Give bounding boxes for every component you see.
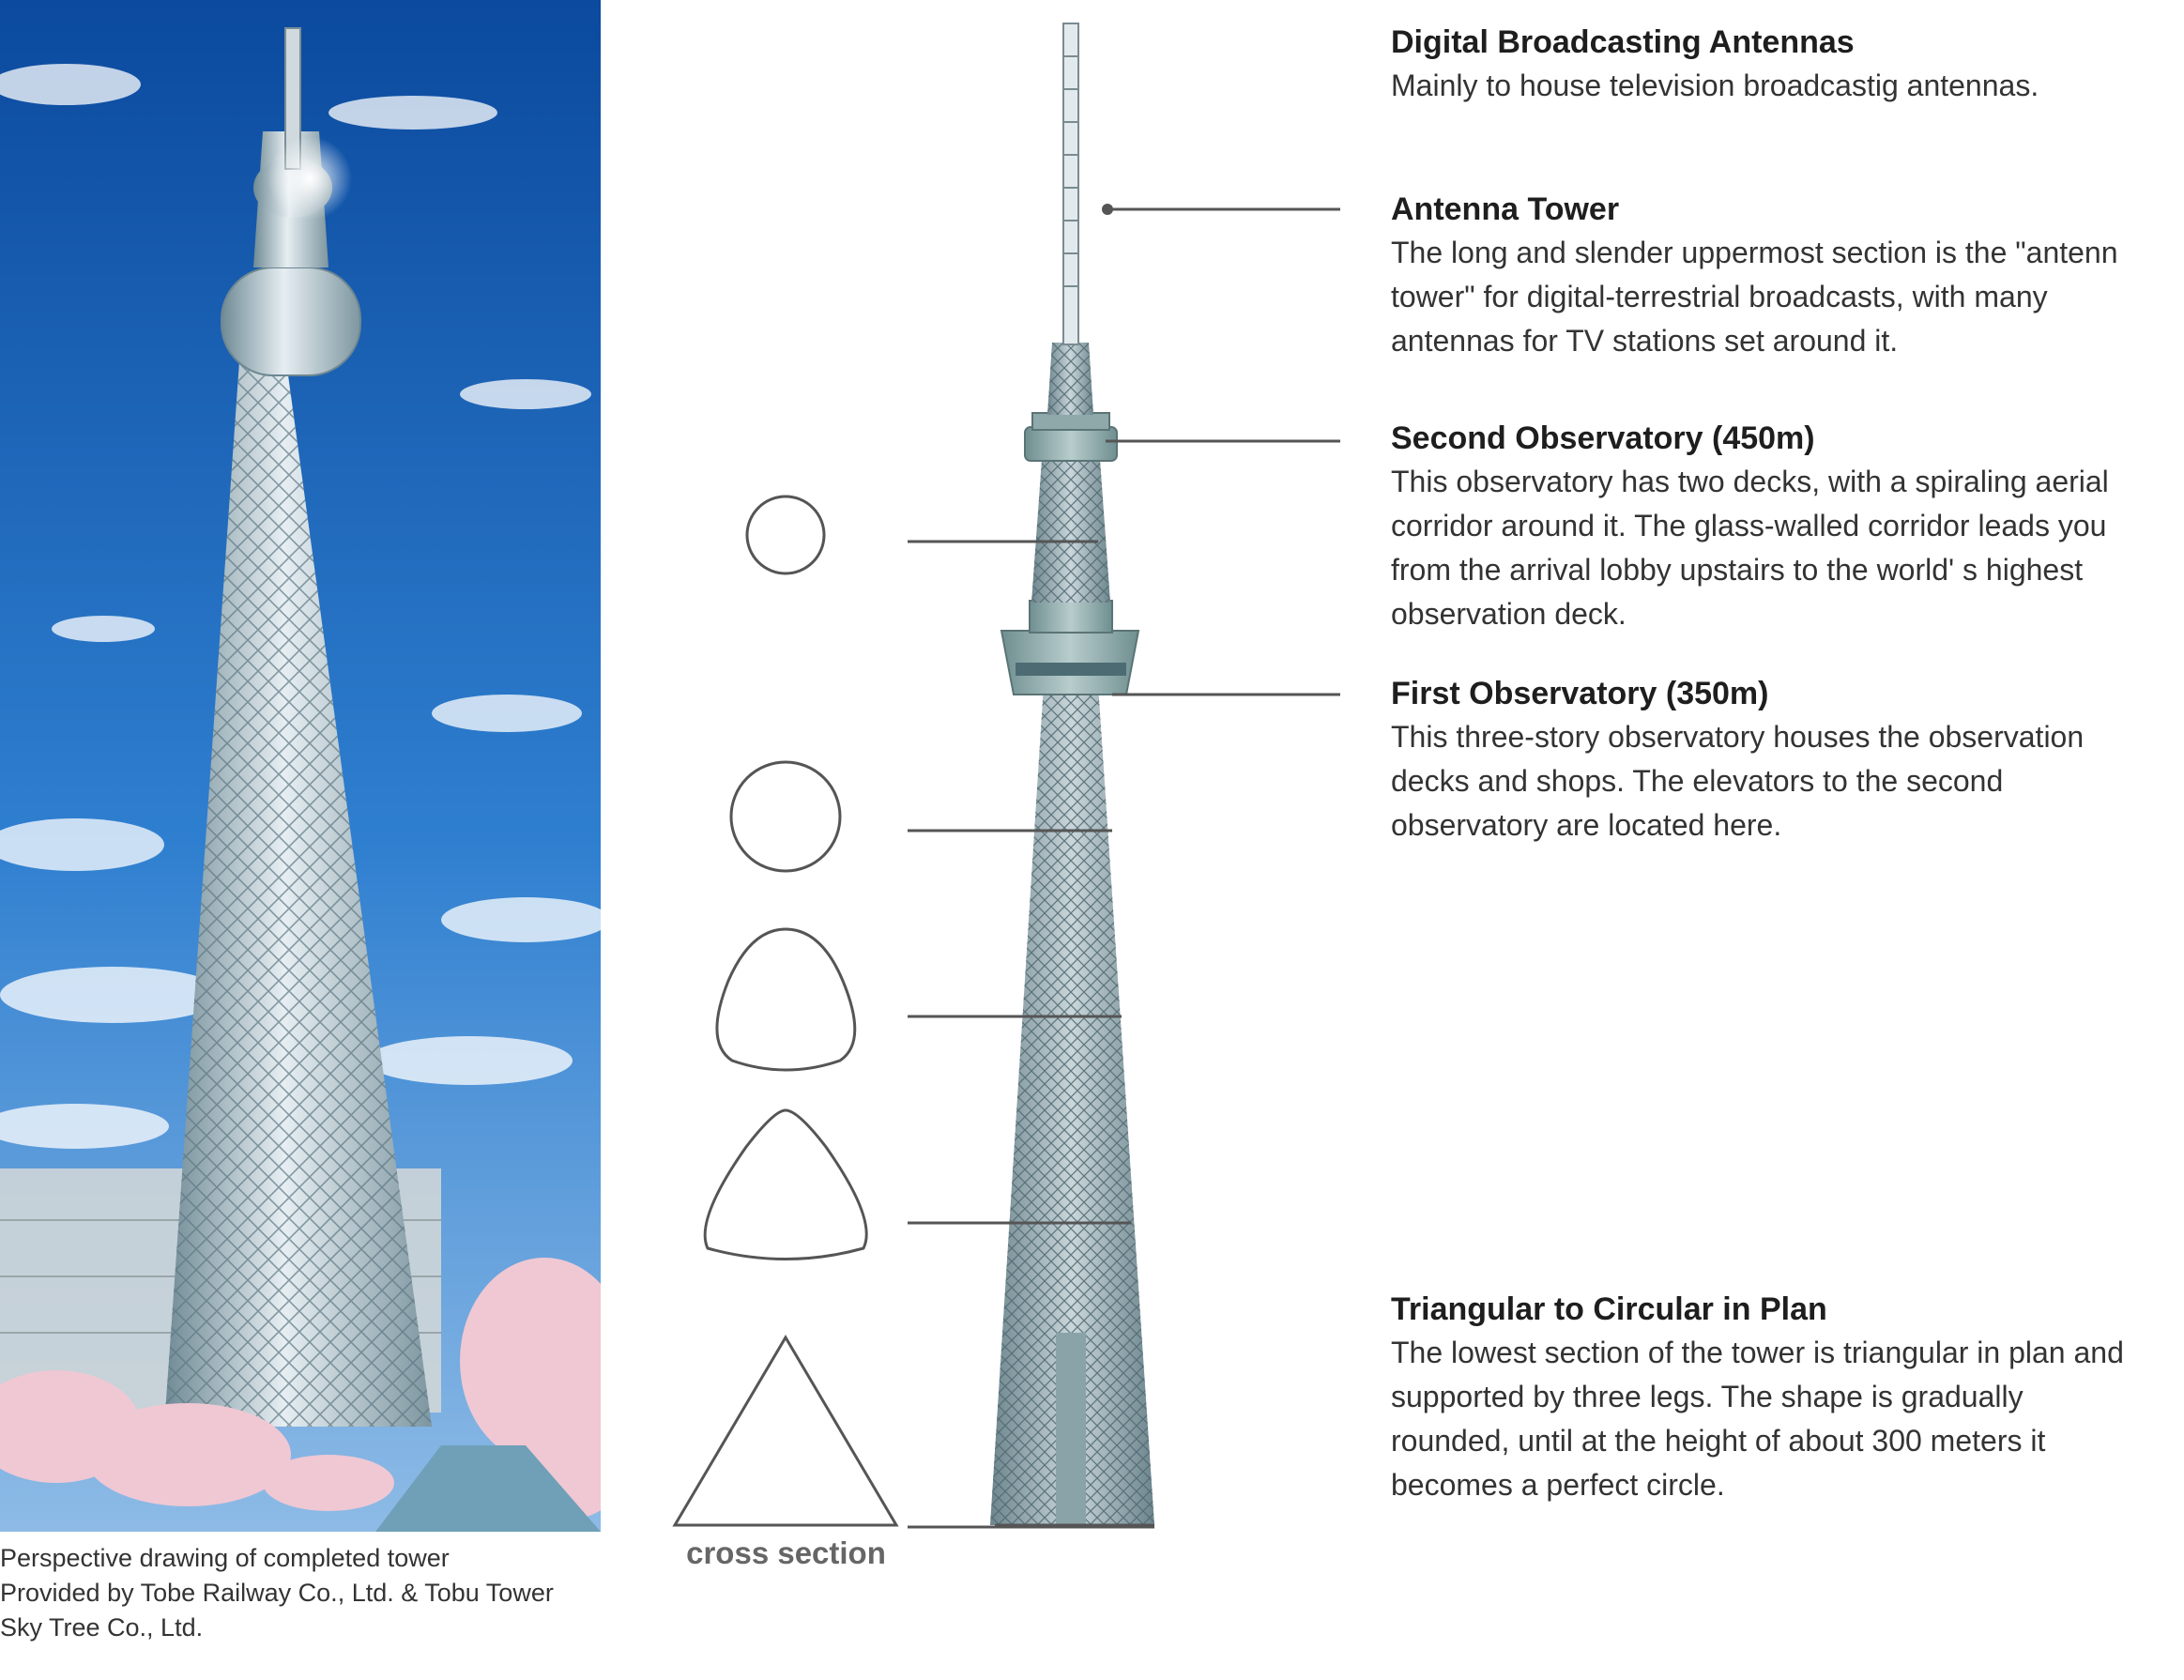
annotation-body: [1391, 715, 2184, 848]
cross-section-shapes: [675, 496, 896, 1525]
caption-line: Provided by Tobe Railway Co., Ltd. & Tobu Tower: [0, 1579, 554, 1607]
annotation-line: This observatory has two decks, with a spiraling aerial: [1391, 465, 2109, 498]
leader-dot: [1102, 204, 1113, 215]
annotation-body: [1391, 64, 2184, 108]
tower-elevation-diagram: [601, 0, 1370, 1549]
annotation-second-observatory: [1391, 417, 2184, 636]
annotation-line: rounded, until at the height of about 300 meters it: [1391, 1424, 2046, 1458]
annotation-line: The lowest section of the tower is triangular in plan and: [1391, 1336, 2124, 1369]
photo-caption: [0, 1541, 601, 1645]
annotation-line: becomes a perfect circle.: [1391, 1468, 1725, 1502]
cross-section-circle-top: [747, 496, 824, 573]
caption-line: Perspective drawing of completed tower: [0, 1544, 450, 1572]
perspective-drawing-photo: [0, 0, 601, 1532]
tower-elevation: [990, 23, 1154, 1525]
annotation-title: Antenna Tower: [1391, 191, 1620, 227]
annotation-title: Triangular to Circular in Plan: [1391, 1291, 1827, 1327]
caption-line: Sky Tree Co., Ltd.: [0, 1613, 204, 1642]
annotation-line: The long and slender uppermost section is the "antenn: [1391, 236, 2118, 269]
annotation-body: [1391, 1331, 2184, 1507]
annotation-title: Second Observatory (450m): [1391, 420, 1815, 456]
cross-section-triangle: [675, 1337, 896, 1525]
annotation-line: observation deck.: [1391, 597, 1627, 631]
annotation-body: [1391, 231, 2184, 363]
annotation-first-observatory: [1391, 672, 2184, 848]
annotation-line: Mainly to house television broadcastig antennas.: [1391, 69, 2039, 102]
annotation-body: [1391, 460, 2184, 636]
annotation-line: tower" for digital-terrestrial broadcasts, with many: [1391, 280, 2048, 313]
annotation-triangular-to-circular: [1391, 1288, 2184, 1507]
annotation-antenna-tower: [1391, 188, 2184, 363]
annotation-digital-broadcasting-antennas: [1391, 21, 2184, 108]
annotation-title: Digital Broadcasting Antennas: [1391, 24, 1855, 60]
annotation-line: supported by three legs. The shape is gradually: [1391, 1380, 2024, 1413]
annotation-line: antennas for TV stations set around it.: [1391, 324, 1899, 358]
annotation-line: observatory are located here.: [1391, 808, 1782, 842]
annotation-line: from the arrival lobby upstairs to the world' s highest: [1391, 553, 2084, 587]
annotation-title: First Observatory (350m): [1391, 676, 1769, 711]
annotation-line: corridor around it. The glass-walled corridor leads you: [1391, 509, 2107, 542]
leader-lines: [1106, 209, 1340, 695]
cross-section-rounded-triangle-sharp: [705, 1110, 866, 1260]
cross-section-rounded-triangle: [717, 929, 855, 1070]
cross-section-circle: [731, 762, 840, 871]
cross-section-label: cross section: [686, 1535, 886, 1570]
annotation-line: decks and shops. The elevators to the second: [1391, 764, 2004, 798]
annotation-line: This three-story observatory houses the observation: [1391, 720, 2085, 754]
